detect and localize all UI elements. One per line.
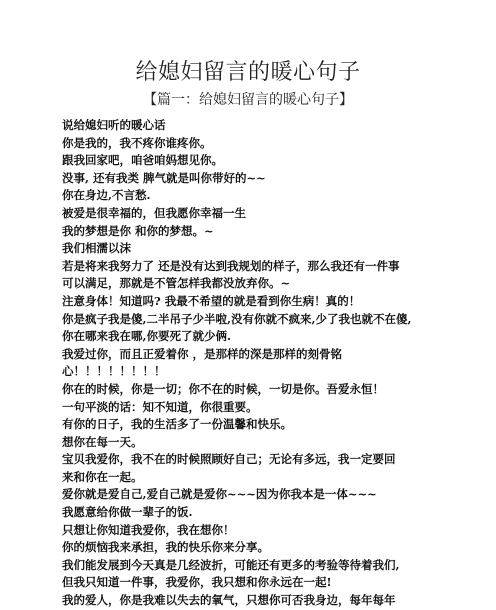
section-heading: 【篇一：给媳妇留言的暖心句子】 [143, 92, 353, 108]
text-line: 你是我的，我不疼你谁疼你。 [62, 135, 212, 150]
text-line: 只想让你知道我爱你，我在想你！ [62, 522, 235, 537]
text-line: 你在哪来我在哪,你要死了就少俩. [62, 329, 232, 344]
text-line: 心！！！！！！！！ [62, 364, 166, 379]
text-line: 你在的时候，你是一切；你不在的时候，一切是你。吾爱永恒！ [62, 381, 384, 396]
text-line: 我们相濡以沫 [62, 241, 131, 256]
text-line: 想你在每一天。 [62, 434, 143, 449]
text-line: 若是将来我努力了 还是没有达到我规划的样子，那么我还有一件事 [62, 258, 400, 273]
text-line: 没事, 还有我类 脾气就是叫你带好的~~ [62, 170, 266, 185]
text-line: 我的梦想是你 和你的梦想。~ [62, 223, 214, 238]
text-line: 来和你在一起。 [62, 469, 143, 484]
page-title: 给媳妇留言的暖心句子 [135, 60, 361, 85]
text-line: 宝贝我爱你，我不在的时候照顾好自己；无论有多远，我一定要回 [62, 452, 396, 467]
text-line: 你是疯子我是傻,二半吊子少半啦,没有你就不疯来,少了我也就不在傻, [62, 311, 412, 326]
text-line: 但我只知道一件事，我爱你，我只想和你永远在一起! [62, 575, 332, 590]
document-body [62, 117, 482, 610]
text-line: 注意身体！知道吗? 我最不希望的就是看到你生病！真的！ [62, 293, 361, 308]
text-line: 说给媳妇听的暖心话 [62, 118, 166, 132]
text-line: 你在身边,不言愁. [62, 188, 151, 203]
text-line: 我们能发展到今天真是几经波折，可能还有更多的考验等待着我们, [62, 557, 400, 572]
text-line: 跟我回家吧，咱爸咱妈想见你。 [62, 153, 223, 168]
text-line: 我愿意给你做一辈子的饭. [62, 505, 193, 520]
text-line: 我爱过你，而且正爱着你 ，是那样的深是那样的刻骨铭 [62, 346, 343, 361]
text-line: 爱你就是爱自己,爱自己就是爱你~~~因为你我本是一体~~~ [62, 487, 377, 502]
text-line: 你的烦恼我来承担，我的快乐你来分享。 [62, 540, 269, 555]
text-line: 可以满足，那就是不管怎样我都没放弃你。~ [62, 276, 291, 291]
text-line: 有你的日子，我的生活多了一份温馨和快乐。 [62, 417, 292, 432]
text-line: 我的爱人，你是我难以失去的氧气，只想你可否我身边，每年每年 [62, 593, 396, 608]
text-line: 被爱是很幸福的，但我愿你幸福一生 [62, 205, 246, 220]
text-line: 一句平淡的话：知不知道，你很重要。 [62, 399, 258, 414]
